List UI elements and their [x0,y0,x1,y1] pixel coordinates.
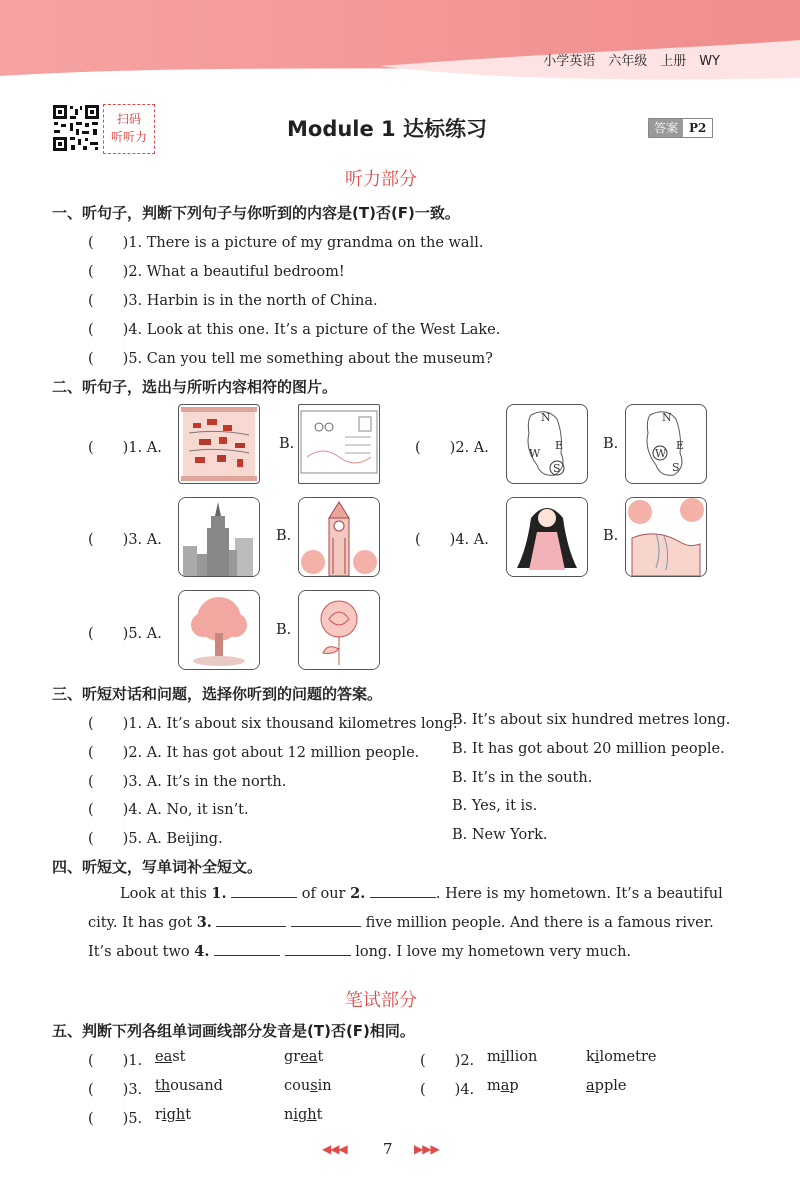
compass-b-n: N [662,411,672,424]
blank-4b[interactable] [285,955,351,956]
part5-q1-word2: great [284,1049,324,1065]
part3-q5: ( )5. A. Beijing. [88,831,223,847]
answer-badge: 答案 P2 [648,118,713,138]
compass-b-w: W [655,447,667,460]
part3-q4-b: B. Yes, it is. [452,798,538,814]
compass-a-n: N [541,411,551,424]
part3-q2-b: B. It has got about 20 million people. [452,741,725,757]
part1-item-2: ( )2. What a beautiful bedroom! [88,264,345,280]
qr-code[interactable] [52,104,100,152]
footer-left-arrows: ◀◀◀ [322,1142,347,1156]
picture-waterfall [625,497,707,577]
page-title: Module 1 达标练习 [287,117,487,141]
part4-instruction: 四、听短文，写单词补全短文。 [52,858,263,876]
blank-1[interactable] [231,897,297,898]
picture-tree [178,590,260,670]
footer-right-arrows: ▶▶▶ [414,1142,439,1156]
part2-q3: ( )3. A. [88,532,162,548]
compass-a-e: E [555,439,564,452]
picture-map-scroll [178,404,260,484]
picture-clock-tower [298,497,380,577]
part2-q4-b-label: B. [603,528,619,544]
part3-instruction: 三、听短对话和问题，选择你听到的问题的答案。 [52,685,383,703]
part3-q5-b: B. New York. [452,827,548,843]
part5-q4-word2: apple [586,1078,627,1094]
picture-skyscraper [178,497,260,577]
part1-item-4: ( )4. Look at this one. It’s a picture of the West Lake. [88,322,501,338]
compass-a-w: W [529,447,541,460]
part3-q3: ( )3. A. It’s in the north. [88,774,287,790]
picture-girl [506,497,588,577]
picture-postcard [298,404,380,484]
compass-a-s: S [553,462,561,475]
part2-q1: ( )1. A. [88,440,162,456]
part5-q3: ( )3. [88,1082,143,1098]
part2-q2-b-label: B. [603,436,619,452]
compass-b-e: E [676,439,685,452]
part3-q3-b: B. It’s in the south. [452,770,593,786]
page-number: 7 [383,1140,393,1158]
part3-q1-b: B. It’s about six hundred metres long. [452,712,731,728]
part4-line-3: It’s about two 4. long. I love my hometown very much. [88,943,632,960]
part2-instruction: 二、听句子，选出与所听内容相符的图片。 [52,378,338,396]
picture-compass-map-b [625,404,707,484]
part2-q4: ( )4. A. [415,532,489,548]
part5-q2-word2: kilometre [586,1049,657,1065]
part5-q4-word1: map [487,1078,519,1094]
blank-3a[interactable] [216,926,286,927]
blank-2[interactable] [370,897,436,898]
part2-q5-b-label: B. [276,622,292,638]
part1-item-3: ( )3. Harbin is in the north of China. [88,293,378,309]
blank-3b[interactable] [291,926,361,927]
part3-q1: ( )1. A. It’s about six thousand kilometres long. [88,716,458,732]
part5-q3-word2: cousin [284,1078,332,1094]
part5-q5-word2: night [284,1107,323,1123]
part3-q4: ( )4. A. No, it isn’t. [88,802,249,818]
part5-q5-word1: right [155,1107,192,1123]
part1-instruction: 一、听句子，判断下列句子与你听到的内容是(T)否(F)一致。 [52,204,460,222]
picture-compass-map-a [506,404,588,484]
compass-b-s: S [672,461,680,474]
part2-q5: ( )5. A. [88,626,162,642]
part5-instruction: 五、判断下列各组单词画线部分发音是(T)否(F)相同。 [52,1022,415,1040]
section-heading-listening: 听力部分 [345,169,417,190]
part4-line-2: city. It has got 3. five million people. And there is a famous river. [88,914,714,931]
scan-listen-label: 扫码 听听力 [103,104,155,154]
part1-item-5: ( )5. Can you tell me something about the museum? [88,351,493,367]
series-label: 小学英语 六年级 上册 WY [543,54,720,69]
part2-q2: ( )2. A. [415,440,489,456]
part5-q2-word1: million [487,1049,538,1065]
blank-4a[interactable] [214,955,280,956]
part5-q2: ( )2. [420,1053,475,1069]
section-heading-writing: 笔试部分 [345,990,417,1011]
part4-line-1: Look at this 1. of our 2. . Here is my hometown. It’s a beautiful [120,885,723,902]
part5-q3-word1: thousand [155,1078,223,1094]
part5-q5: ( )5. [88,1111,143,1127]
part1-item-1: ( )1. There is a picture of my grandma on the wall. [88,235,484,251]
part3-q2: ( )2. A. It has got about 12 million people. [88,745,420,761]
part2-q3-b-label: B. [276,528,292,544]
part5-q1: ( )1. [88,1053,143,1069]
part5-q1-word1: east [155,1049,186,1065]
picture-rose [298,590,380,670]
part2-q1-b-label: B. [279,436,295,452]
part5-q4: ( )4. [420,1082,475,1098]
